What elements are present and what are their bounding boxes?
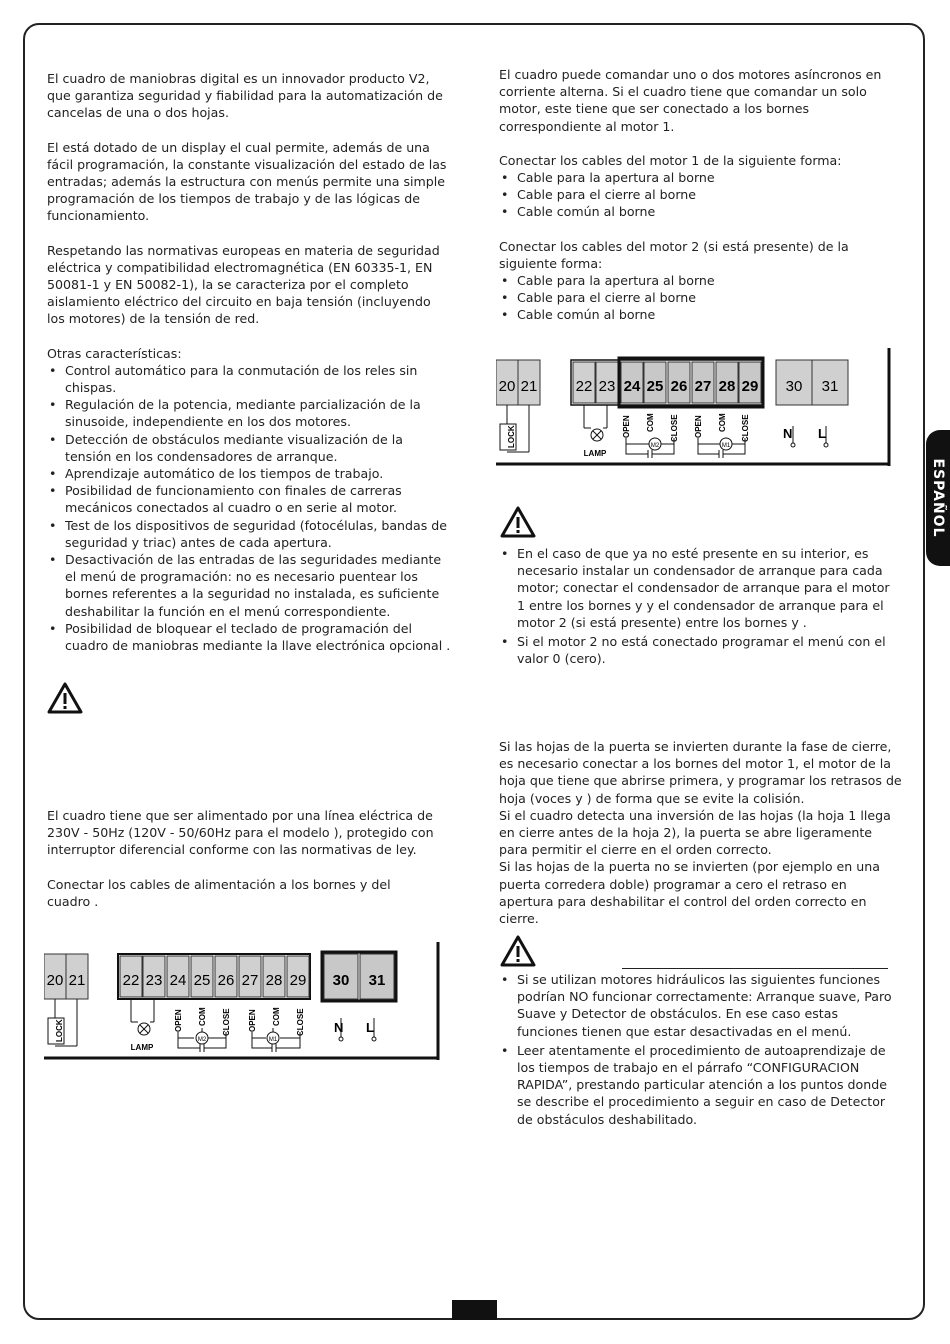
intro-paragraph-2: El está dotado de un display el cual permite, además de una fácil programación, la constante visualización del estado de las entradas; además la estructura con menús permite una simple programación de los tiempos de trabajo y de las lógicas de funcionamiento. xyxy=(47,139,447,224)
list-item: • Si se utilizan motores hidráulicos las siguientes funciones podrían NO funcionar correctamente: Arranque suave, Paro Suave y Detector de obstáculos. En ese caso estas funciones tienen que estar desactivadas en el menú. xyxy=(499,971,894,1040)
lamp-label: LAMP xyxy=(583,449,607,458)
terminal-label: 23 xyxy=(598,378,616,395)
list-item: • Test de los dispositivos de seguridad (fotocélulas, bandas de seguridad y triac) antes de cada apertura. xyxy=(47,517,452,551)
leaf-order-section xyxy=(499,738,904,927)
motor-1-title: Conectar los cables del motor 1 de la siguiente forma: xyxy=(499,152,842,168)
motor-2-list xyxy=(499,272,904,324)
list-item: • Posibilidad de funcionamiento con finales de carreras mecánicos conectados al cuadro o en serie al motor. xyxy=(47,482,452,516)
left-column-power xyxy=(47,807,437,910)
neutral-label: N xyxy=(334,1020,344,1035)
list-item: • Control automático para la conmutación de los reles sin chispas. xyxy=(47,362,452,396)
motor-2-label: M2 xyxy=(650,443,660,449)
motors-paragraph: El cuadro puede comandar uno o dos motores asíncronos en corriente alterna. Si el cuadro tiene que comandar un solo motor, este tiene que ser conectado a los bornes correspondiente al motor 1. xyxy=(499,67,882,134)
motor-2-title: Conectar los cables del motor 2 (si está presente) de la siguiente forma: xyxy=(499,238,849,271)
line-label: L xyxy=(818,426,826,441)
terminal-label: 24 xyxy=(169,972,187,989)
language-tab xyxy=(926,430,950,566)
terminal-label: 25 xyxy=(193,972,211,989)
divider xyxy=(622,968,888,969)
lock-label: LOCK xyxy=(55,1019,64,1042)
terminal-label: 24 xyxy=(623,378,641,395)
list-item: • Cable para el cierre al borne xyxy=(499,186,904,203)
close-label: CLOSE xyxy=(741,414,750,442)
intro-paragraph-1: El cuadro de maniobras digital es un innovador producto V2, que garantiza seguridad y fiabilidad para la automatización de cancelas de una o dos hojas. xyxy=(47,71,443,121)
intro-paragraph-3: Respetando las normativas europeas en materia de seguridad eléctrica y compatibilidad electromagnética (EN 60335-1, EN 50081-1 y EN 50082-1), la se caracteriza por el completo aislamiento eléctrico del circuito en baja tensión (incluyendo los motores) de la tensión de red. xyxy=(47,242,440,327)
open-label: OPEN xyxy=(622,415,631,438)
motor-1-list xyxy=(499,169,904,221)
line-label: L xyxy=(366,1020,374,1035)
com-label: COM xyxy=(198,1007,207,1026)
motor-1-label: M1 xyxy=(268,1037,278,1043)
motor-1-label: M1 xyxy=(721,443,731,449)
neutral-label: N xyxy=(783,426,793,441)
right-column-motors xyxy=(499,66,904,324)
open-label: OPEN xyxy=(248,1009,257,1032)
terminal-label: 20 xyxy=(498,378,516,395)
list-item: • Cable para el cierre al borne xyxy=(499,289,904,306)
close-label: CLOSE xyxy=(222,1008,231,1036)
com-label: COM xyxy=(646,413,655,432)
terminal-diagram-power xyxy=(44,942,440,1062)
leaf-order-paragraph-2: Si el cuadro detecta una inversión de las hojas (la hoja 1 llega en cierre antes de la hoja 2), la puerta se abre ligeramente para permitir el cierre en el orden correcto. xyxy=(499,807,891,858)
terminal-label: 28 xyxy=(718,378,736,395)
terminal-label: 30 xyxy=(332,972,350,989)
com-label: COM xyxy=(272,1007,281,1026)
list-item: • Cable para la apertura al borne xyxy=(499,169,904,186)
page-number-block xyxy=(452,1300,497,1320)
features-list xyxy=(47,362,452,654)
warning-icon xyxy=(500,935,536,967)
list-item: • Aprendizaje automático de los tiempos de trabajo. xyxy=(47,465,452,482)
terminal-label: 22 xyxy=(575,378,593,395)
terminal-diagram-motors xyxy=(496,348,894,468)
terminal-label: 25 xyxy=(646,378,664,395)
list-item: • Regulación de la potencia, mediante parcialización de la sinusoide, independiente en los dos motores. xyxy=(47,396,452,430)
terminal-label: 23 xyxy=(145,972,163,989)
list-item: • Detección de obstáculos mediante visualización de la tensión en los condensadores de arranque. xyxy=(47,431,452,465)
terminal-label: 26 xyxy=(217,972,235,989)
hydraulic-warning-list xyxy=(499,971,894,1128)
power-paragraph-1: El cuadro tiene que ser alimentado por una línea eléctrica de 230V - 50Hz (120V - 50/60Hz para el modelo ), protegido con interruptor diferencial conforme con las normativas de ley. xyxy=(47,808,434,858)
terminal-label: 31 xyxy=(368,972,386,989)
list-item: • Posibilidad de bloquear el teclado de programación del cuadro de maniobras mediante la llave electrónica opcional . xyxy=(47,620,452,654)
terminal-label: 28 xyxy=(265,972,283,989)
leaf-order-paragraph-1: Si las hojas de la puerta se invierten durante la fase de cierre, es necesario conectar a los bornes del motor 1, el motor de la hoja que tiene que abrirse primera, y programar los retrasos de hoja (voces y ) de forma que se evite la colisión. xyxy=(499,739,902,806)
language-tab-label: ESPAÑOL xyxy=(930,458,946,538)
terminal-label: 30 xyxy=(785,378,803,395)
warning-icon xyxy=(500,506,536,538)
terminal-label: 27 xyxy=(241,972,259,989)
open-label: OPEN xyxy=(174,1009,183,1032)
list-item: • Desactivación de las entradas de las seguridades mediante el menú de programación: no es necesario puentear los bornes referentes a la seguridad no instalada, es suficiente deshabilitar la función en el menú correspondiente. xyxy=(47,551,452,620)
close-label: CLOSE xyxy=(296,1008,305,1036)
close-label: CLOSE xyxy=(670,414,679,442)
features-title: Otras características: xyxy=(47,345,182,361)
power-paragraph-2: Conectar los cables de alimentación a los bornes y del cuadro . xyxy=(47,876,391,909)
hydraulic-warning xyxy=(499,971,894,1128)
open-label: OPEN xyxy=(694,415,703,438)
terminal-label: 31 xyxy=(821,378,839,395)
warning-icon xyxy=(47,682,83,714)
terminal-label: 27 xyxy=(694,378,712,395)
list-item: • Leer atentamente el procedimiento de autoaprendizaje de los tiempos de trabajo en el párrafo “CONFIGURACION RAPIDA”, prestando particular atención a los puntos donde se describe el procedimiento a seguir en caso de Detector de obstáculos deshabilitado. xyxy=(499,1042,894,1128)
motor-2-label: M2 xyxy=(197,1037,207,1043)
left-column-top xyxy=(47,70,452,654)
terminal-label: 21 xyxy=(520,378,538,395)
list-item: • Cable común al borne xyxy=(499,203,904,220)
list-item: • Si el motor 2 no está conectado programar el menú con el valor 0 (cero). xyxy=(499,633,899,667)
list-item: • Cable para la apertura al borne xyxy=(499,272,904,289)
terminal-label: 20 xyxy=(46,972,64,989)
list-item: • Cable común al borne xyxy=(499,306,904,323)
list-item: • En el caso de que ya no esté presente en su interior, es necesario instalar un condensador de arranque para cada motor; conectar el condensador de arranque para el motor 1 entre los bornes y y el condensador de arranque para el motor 2 (si está presente) entre los bornes y . xyxy=(499,545,899,631)
terminal-label: 26 xyxy=(670,378,688,395)
terminal-label: 22 xyxy=(122,972,140,989)
capacitor-warning xyxy=(499,545,899,667)
leaf-order-paragraph-3: Si las hojas de la puerta no se invierten (por ejemplo en una puerta corredera doble) programar a cero el retraso en apertura para deshabilitar el control del orden correcto en cierre. xyxy=(499,859,880,927)
terminal-label: 29 xyxy=(289,972,307,989)
terminal-label: 21 xyxy=(68,972,86,989)
capacitor-warning-list xyxy=(499,545,899,667)
lamp-label: LAMP xyxy=(130,1043,154,1052)
terminal-label: 29 xyxy=(741,378,759,395)
lock-label: LOCK xyxy=(507,425,516,448)
com-label: COM xyxy=(718,413,727,432)
